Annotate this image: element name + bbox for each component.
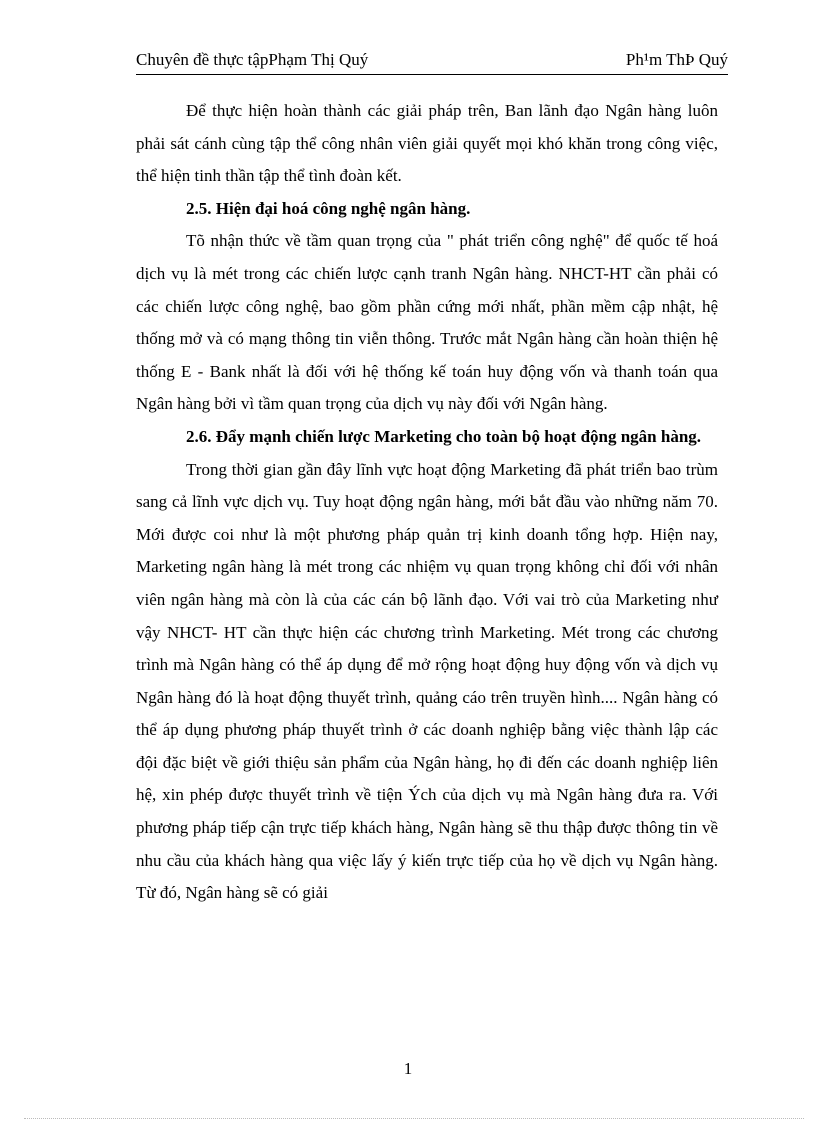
paragraph-marketing: Trong thời gian gần đây lĩnh vực hoạt động Marketing đã phát triển bao trùm sang cả lĩnh vực dịch vụ. Tuy hoạt động ngân hàng, mới bắt đầu vào những năm 70. Mới được coi như là một phương pháp quản trị kinh doanh tổng hợp. Hiện nay, Marketing ngân hàng là mét trong các nhiệm vụ quan trọng không chỉ đối với nhân viên ngân hàng mà còn là của các cán bộ lãnh đạo. Với vai trò của Marketing như vậy NHCT- HT cần thực hiện các chương trình Marketing. Mét trong các chương trình mà Ngân hàng có thể áp dụng để mở rộng hoạt động huy động vốn và dịch vụ Ngân hàng đó là hoạt động thuyết trình, quảng cáo trên truyền hình.... Ngân hàng có thể áp dụng phương pháp thuyết trình ở các doanh nghiệp bằng việc thành lập các đội đặc biệt về giới thiệu sản phẩm của Ngân hàng, họ đi đến các doanh nghiệp liên hệ, xin phép được thuyết trình về tiện Ých của dịch vụ mà Ngân hàng đưa ra. Với phương pháp tiếp cận trực tiếp khách hàng, Ngân hàng sẽ thu thập được thông tin về nhu cầu của khách hàng qua việc lấy ý kiến trực tiếp của họ về dịch vụ Ngân hàng. Từ đó, Ngân hàng sẽ có giải: [136, 459, 718, 903]
page-header: [136, 49, 728, 73]
section-heading-2-6: 2.6. Đẩy mạnh chiến lược Marketing cho toàn bộ hoạt động ngân hàng.: [186, 426, 702, 446]
page-boundary: [24, 1118, 804, 1119]
header-left-text: Chuyên đề thực tậpPhạm Thị Quý: [136, 50, 369, 69]
header-right-text: Ph¹m ThÞ Quý: [625, 50, 728, 69]
page-number: 1: [403, 1059, 413, 1078]
header-divider: [136, 74, 728, 75]
paragraph-solutions-leadership: Để thực hiện hoàn thành các giải pháp trên, Ban lãnh đạo Ngân hàng luôn phải sát cánh cùng tập thể công nhân viên giải quyết mọi khó khăn trong công việc, thể hiện tinh thần tập thể tình đoàn kết.: [136, 101, 718, 186]
body-content: [136, 95, 718, 910]
paragraph-technology: Tõ nhận thức về tầm quan trọng của " phát triển công nghệ" để quốc tế hoá dịch vụ là mét trong các chiến lược cạnh tranh Ngân hàng. NHCT-HT cần phải có các chiến lược công nghệ, bao gồm phần cứng mới nhất, phần mềm cập nhật, hệ thống mở và có mạng thông tin viễn thông. Trước mắt Ngân hàng cần hoàn thiện hệ thống E - Bank nhất là đối với hệ thống kế toán huy động vốn và thanh toán qua Ngân hàng bởi vì tầm quan trọng của dịch vụ này đối với Ngân hàng.: [136, 231, 718, 414]
section-heading-2-5: 2.5. Hiện đại hoá công nghệ ngân hàng.: [186, 198, 471, 218]
